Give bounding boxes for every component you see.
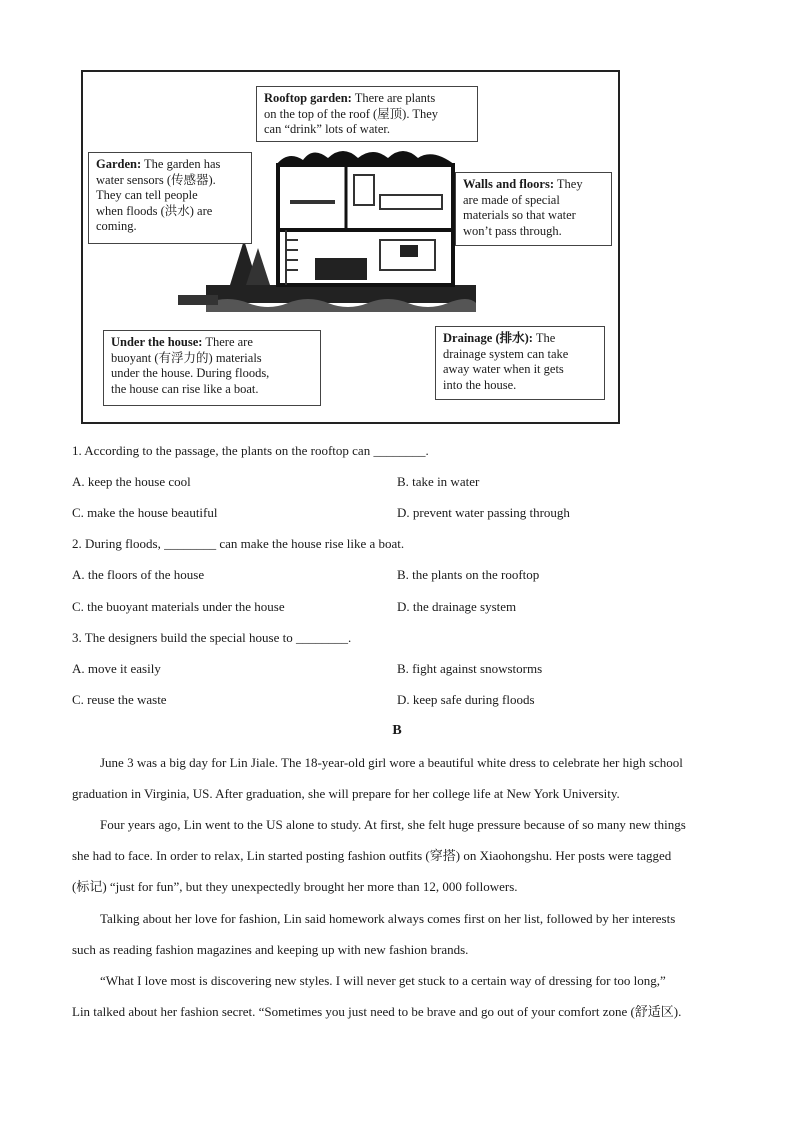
question-1-option-b[interactable]: B. take in water (397, 474, 480, 489)
walls-line4: won’t pass through. (463, 223, 562, 238)
garden-line3: They can tell people (96, 188, 198, 202)
passage-paragraph-3 (72, 903, 722, 965)
p1-line2: graduation in Virginia, US. After graduation, she will prepare for her college life at New York University. (72, 786, 620, 801)
drainage-line3: away water when it gets (443, 362, 564, 376)
garden-line4: when floods (洪水) are (96, 203, 213, 218)
passage-paragraph-4 (72, 965, 722, 1027)
rooftop-title: Rooftop garden: (264, 91, 352, 105)
question-2-option-b[interactable]: B. the plants on the rooftop (397, 567, 540, 582)
drainage-title2: (排水): (492, 331, 533, 345)
p2-line1: Four years ago, Lin went to the US alone to study. At first, she felt huge pressure because of so many new things (100, 817, 686, 832)
p1-line1: June 3 was a big day for Lin Jiale. The 18-year-old girl wore a beautiful white dress to celebrate her high school (100, 755, 683, 770)
walls-title: Walls and floors: (463, 177, 554, 191)
question-3-stem: 3. The designers build the special house to ________. (72, 630, 352, 645)
question-1-option-d[interactable]: D. prevent water passing through (397, 505, 570, 520)
p2-line3: (标记) “just for fun”, but they unexpectedly brought her more than 12, 000 followers. (72, 879, 518, 894)
question-2-option-c[interactable]: C. the buoyant materials under the house (72, 599, 285, 614)
rooftop-garden-callout (256, 86, 478, 142)
passage-paragraph-1 (72, 747, 722, 809)
under-line3: under the house. During floods, (111, 366, 270, 380)
section-heading: B (392, 723, 402, 738)
question-3-option-a[interactable]: A. move it easily (72, 661, 161, 676)
under-title: Under the house: (111, 335, 203, 349)
under-house-callout (103, 330, 321, 406)
walls-line3: materials so that water (463, 208, 576, 222)
garden-callout (88, 152, 252, 244)
walls-line2: are made of special (463, 192, 560, 207)
rooftop-line1: There are plants (351, 91, 436, 105)
under-line4: the house can rise like a boat. (111, 381, 259, 396)
p4-line2: Lin talked about her fashion secret. “Sometimes you just need to be brave and go out of your comfort zone (舒适区). (72, 1004, 682, 1019)
garden-line5: coming. (96, 219, 137, 233)
question-3-option-b[interactable]: B. fight against snowstorms (397, 661, 543, 676)
p3-line2: such as reading fashion magazines and keeping up with new fashion brands. (72, 942, 469, 957)
walls-line1: They (554, 177, 583, 191)
walls-floors-callout (455, 172, 612, 246)
p4-line1: “What I love most is discovering new styles. I will never get stuck to a certain way of dressing for too long,” (100, 973, 666, 988)
drainage-line2: drainage system can take (443, 346, 569, 361)
under-line2: buoyant (有浮力的) materials (111, 350, 262, 365)
garden-line1: The garden has (141, 157, 221, 171)
rooftop-line2: on the top of the roof (屋顶). They (264, 106, 439, 121)
question-1-option-a[interactable]: A. keep the house cool (72, 474, 191, 489)
question-2-option-a[interactable]: A. the floors of the house (72, 567, 205, 582)
drainage-callout (435, 326, 605, 400)
passage-paragraph-2 (72, 809, 722, 902)
question-2-stem: 2. During floods, ________ can make the house rise like a boat. (72, 536, 405, 551)
question-2-option-d[interactable]: D. the drainage system (397, 599, 517, 614)
garden-line2: water sensors (传感器). (96, 172, 216, 187)
p3-line1: Talking about her love for fashion, Lin said homework always comes first on her list, followed by her interests (100, 911, 676, 926)
under-line1: There are (202, 335, 253, 349)
question-3-option-d[interactable]: D. keep safe during floods (397, 692, 535, 707)
question-3-option-c[interactable]: C. reuse the waste (72, 692, 167, 707)
p2-line2: she had to face. In order to relax, Lin started posting fashion outfits (穿搭) on Xiaohongshu. Her posts were tagged (72, 848, 672, 863)
question-1-stem: 1. According to the passage, the plants on the rooftop can ________. (72, 443, 429, 458)
rooftop-line3: can “drink” lots of water. (264, 122, 390, 136)
question-1-option-c[interactable]: C. make the house beautiful (72, 505, 218, 520)
drainage-line4: into the house. (443, 377, 517, 392)
drainage-line1: The (532, 331, 556, 345)
garden-title: Garden: (96, 157, 142, 171)
drainage-title: Drainage (443, 331, 493, 345)
